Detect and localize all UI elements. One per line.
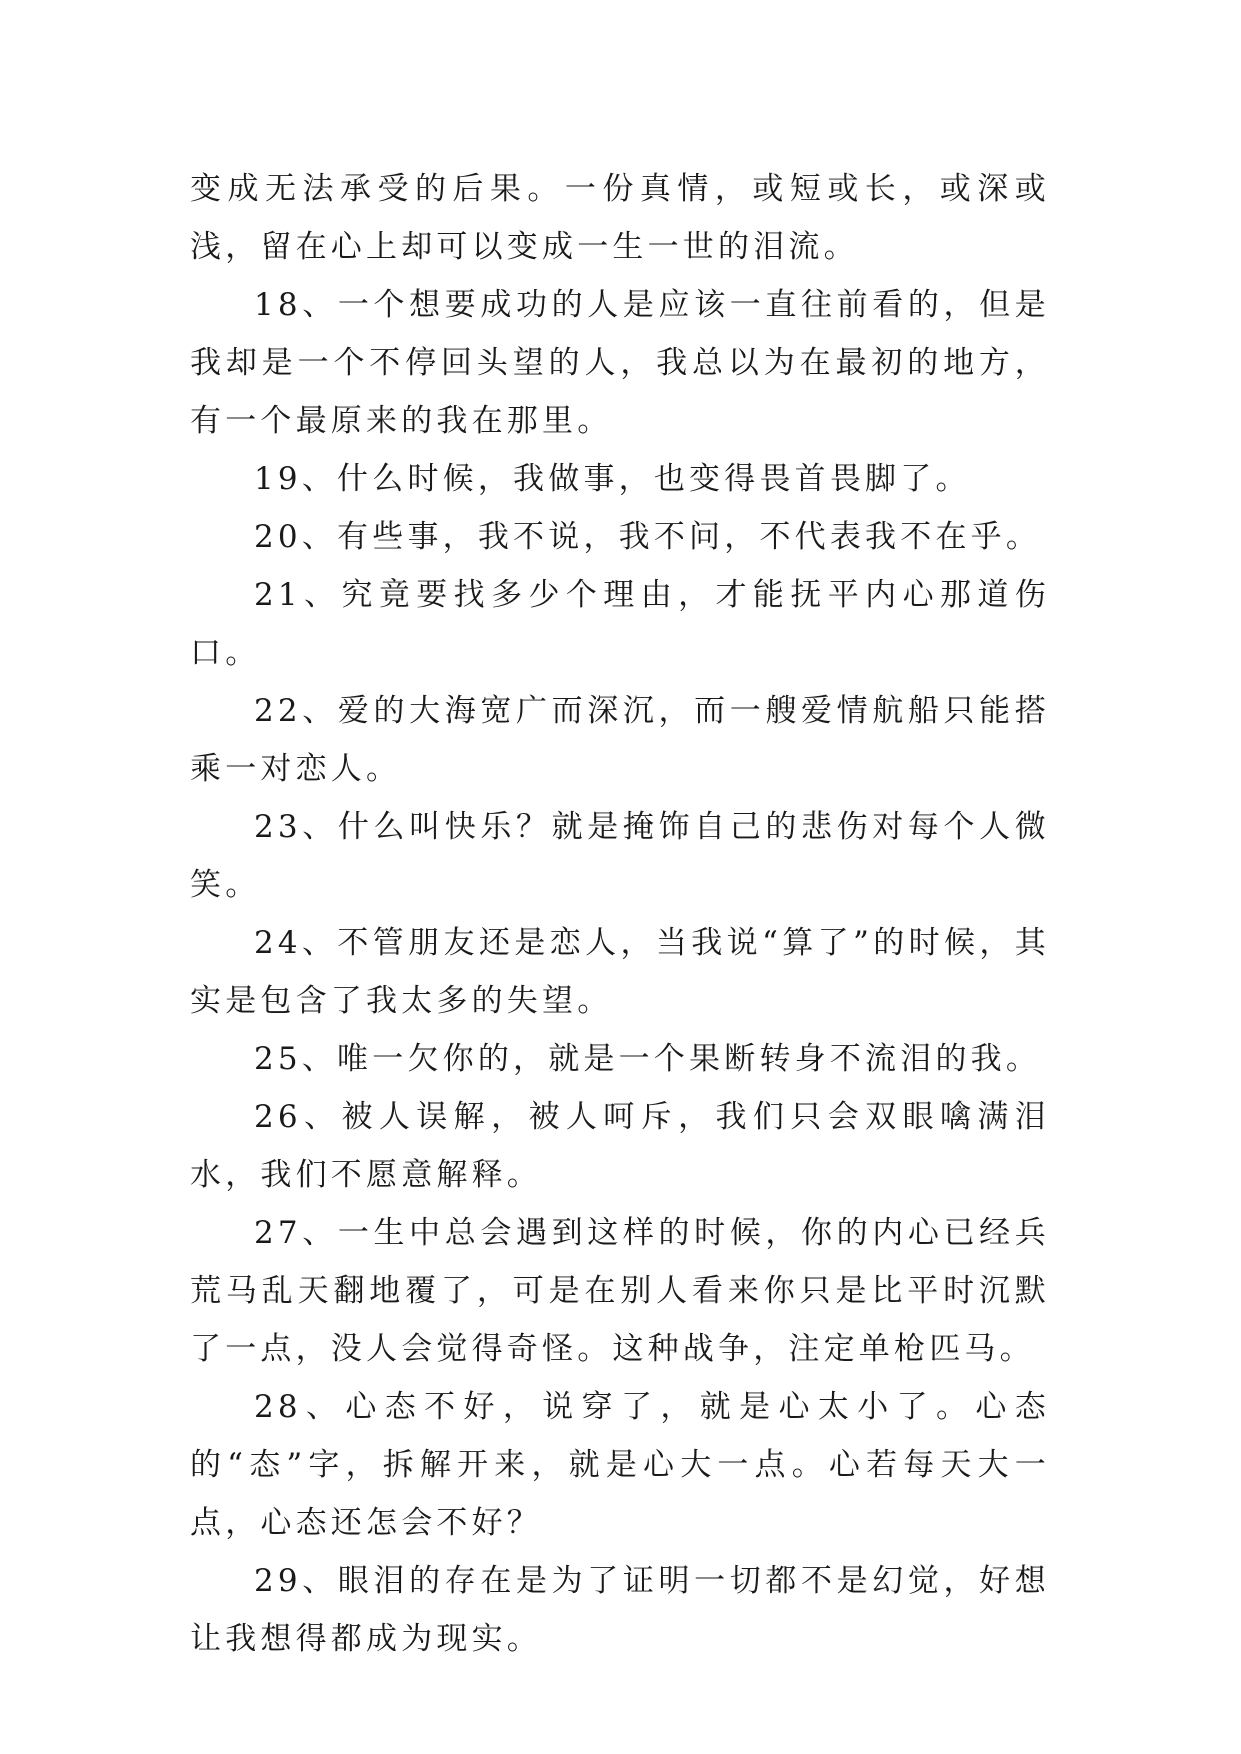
paragraph-24: 24、不管朋友还是恋人，当我说“算了”的时候，其实是包含了我太多的失望。 [190, 925, 1050, 1019]
paragraph-21: 21、究竟要找多少个理由，才能抚平内心那道伤口。 [190, 577, 1050, 671]
paragraph-19: 19、什么时候，我做事，也变得畏首畏脚了。 [254, 461, 971, 497]
paragraph-26: 26、被人误解，被人呵斥，我们只会双眼噙满泪水，我们不愿意解释。 [190, 1099, 1050, 1193]
paragraph-27: 27、一生中总会遇到这样的时候，你的内心已经兵荒马乱天翻地覆了，可是在别人看来你只是比平时沉默了一点，没人会觉得奇怪。这种战争，注定单枪匹马。 [190, 1215, 1050, 1367]
paragraph-22: 22、爱的大海宽广而深沉，而一艘爱情航船只能搭乘一对恋人。 [190, 693, 1050, 787]
paragraph-18: 18、一个想要成功的人是应该一直往前看的，但是我却是一个不停回头望的人，我总以为在最初的地方，有一个最原来的我在那里。 [190, 287, 1050, 439]
document-body [190, 160, 1050, 1668]
paragraph-20: 20、有些事，我不说，我不问，不代表我不在乎。 [254, 519, 1042, 555]
paragraph-28: 28、心态不好，说穿了，就是心太小了。心态的“态”字，拆解开来，就是心大一点。心若每天大一点，心态还怎会不好？ [190, 1389, 1050, 1541]
paragraph-23: 23、什么叫快乐？就是掩饰自己的悲伤对每个人微笑。 [190, 809, 1050, 903]
paragraph-29: 29、眼泪的存在是为了证明一切都不是幻觉，好想让我想得都成为现实。 [190, 1563, 1050, 1657]
paragraph-25: 25、唯一欠你的，就是一个果断转身不流泪的我。 [254, 1041, 1042, 1077]
paragraph-continuation: 变成无法承受的后果。一份真情，或短或长，或深或浅，留在心上却可以变成一生一世的泪流。 [190, 171, 1050, 265]
